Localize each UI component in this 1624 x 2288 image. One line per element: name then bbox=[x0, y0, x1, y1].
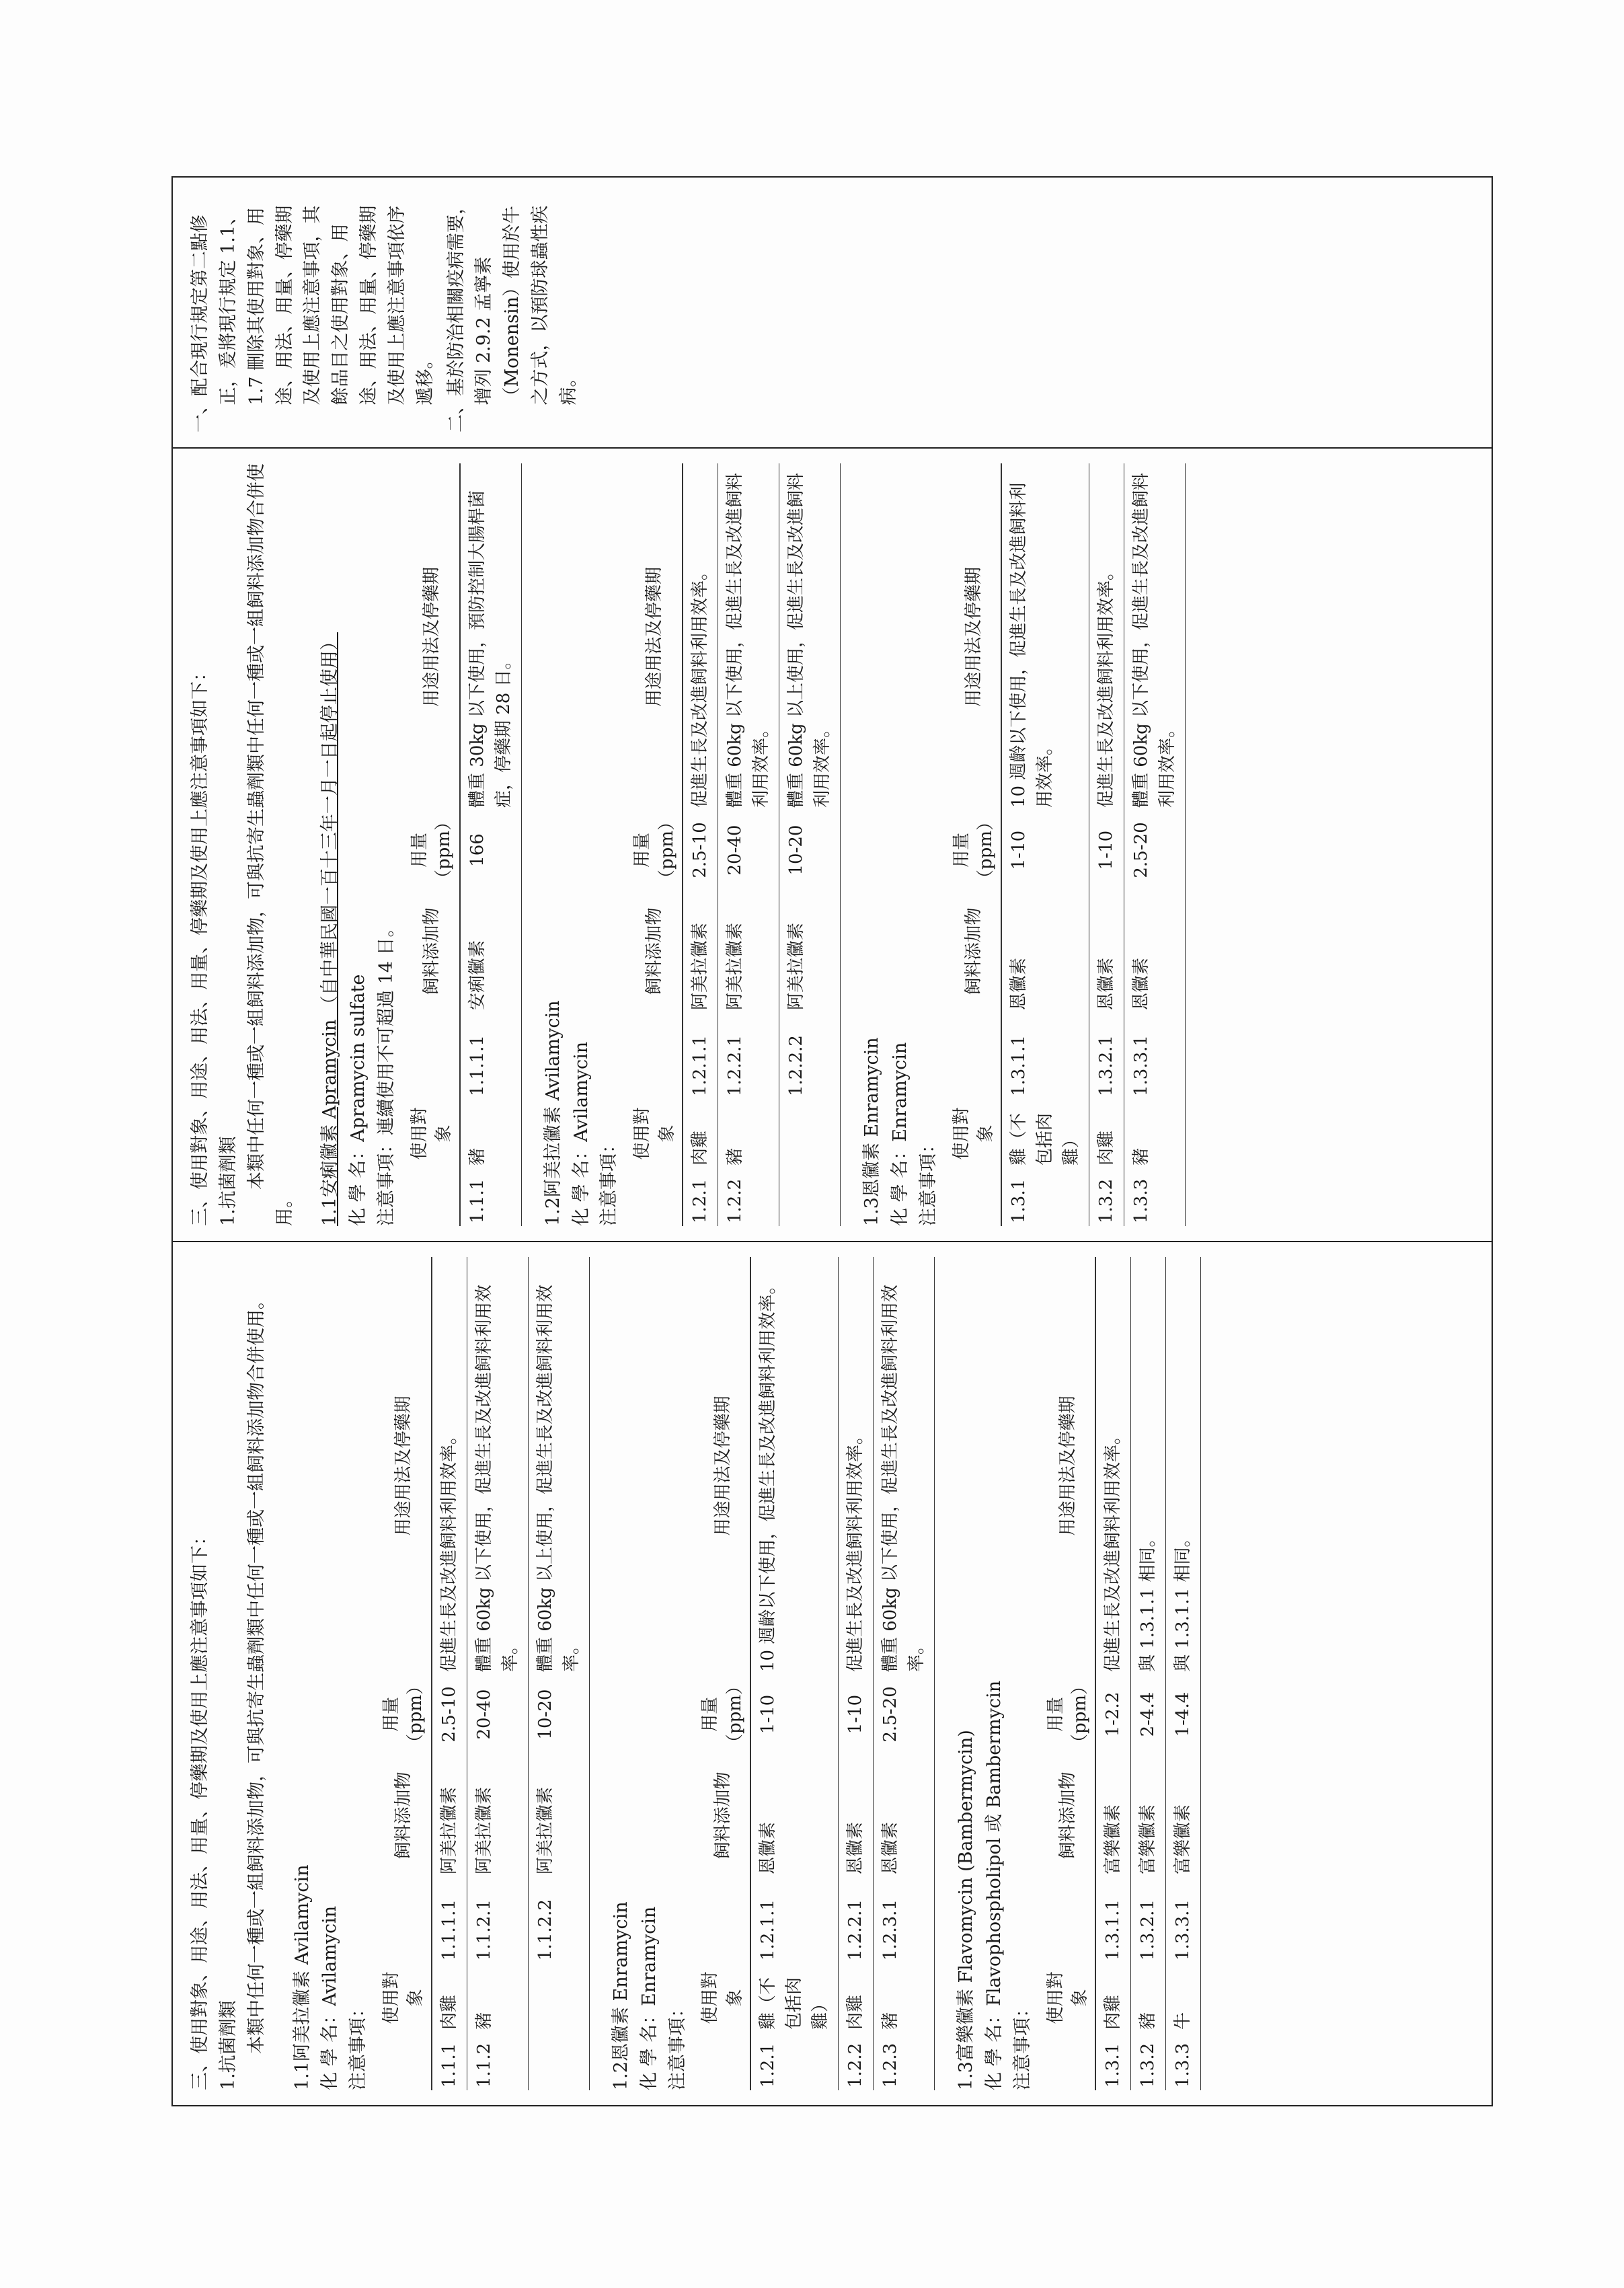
chemical-name: 化 學 名：Flavophospholipol 或 Bambermycin bbox=[984, 1680, 1005, 2090]
row-number: 1.3.2 bbox=[1131, 2032, 1166, 2090]
row-sub-number: 1.3.3.1 bbox=[1166, 1877, 1201, 1963]
row-dose: 10-20 bbox=[528, 1675, 589, 1754]
row-usage: 促進生長及改進飼料利用效率。 bbox=[1095, 1257, 1131, 1675]
row-target: 豬 bbox=[467, 1963, 528, 2032]
category-intro: 本類中任何一種或一組飼料添加物，可與抗寄生蟲劑類中任何一種或一組飼料添加物合併使用。 bbox=[245, 1291, 267, 2054]
section-title: 1.3恩黴素 Enramycin bbox=[861, 1037, 882, 1226]
additive-section bbox=[288, 1257, 590, 2090]
row-drug: 富樂黴素 bbox=[1131, 1754, 1166, 1877]
row-number: 1.2.3 bbox=[874, 2032, 935, 2090]
table-row bbox=[1166, 1257, 1201, 2090]
section-title: 1.1阿美拉黴素 Avilamycin bbox=[291, 1864, 313, 2090]
row-number bbox=[528, 2032, 589, 2090]
row-number: 1.3.3 bbox=[1166, 2032, 1201, 2090]
table-header-row bbox=[627, 463, 683, 1226]
header-usage: 用途用法及停藥期 bbox=[947, 463, 1002, 810]
comparison-table-frame bbox=[171, 176, 1493, 2106]
header-target: 使用對象 bbox=[695, 1963, 750, 2032]
row-number bbox=[779, 1168, 841, 1226]
row-dose: 1-10 bbox=[1001, 810, 1089, 890]
row-dose: 1-4.4 bbox=[1166, 1675, 1201, 1754]
row-dose: 1-10 bbox=[1089, 810, 1124, 890]
table-row bbox=[1124, 463, 1186, 1226]
row-drug: 恩黴素 bbox=[839, 1754, 874, 1877]
row-drug: 安痢黴素 bbox=[460, 890, 522, 1013]
row-sub-number: 1.2.1.1 bbox=[683, 1013, 718, 1099]
sections-container bbox=[288, 1257, 1202, 2090]
notes-label: 注意事項： bbox=[348, 1999, 369, 2090]
header-usage: 用途用法及停藥期 bbox=[695, 1257, 750, 1675]
header-usage: 用途用法及停藥期 bbox=[1041, 1257, 1096, 1675]
header-dose: 用量（ppm） bbox=[947, 810, 1002, 890]
revised-provisions-column bbox=[173, 1241, 1492, 2105]
row-target: 雞（不包括肉雞） bbox=[750, 1963, 839, 2032]
row-number: 1.2.2 bbox=[839, 2032, 874, 2090]
table-row bbox=[467, 1257, 528, 2090]
row-drug: 阿美拉黴素 bbox=[432, 1754, 467, 1877]
header-drug: 飼料添加物 bbox=[695, 1754, 750, 1877]
row-target: 豬 bbox=[460, 1099, 522, 1168]
row-drug: 恩黴素 bbox=[1089, 890, 1124, 1013]
table-row bbox=[683, 463, 718, 1226]
chemical-name: 化 學 名：Enramycin bbox=[638, 1906, 660, 2090]
table-header-row bbox=[1041, 1257, 1096, 2090]
header-blank bbox=[947, 1168, 1002, 1226]
header-drug: 飼料添加物 bbox=[377, 1754, 432, 1877]
header-blank bbox=[377, 1877, 432, 1963]
notes-label: 注意事項： bbox=[917, 1135, 939, 1226]
notes-label: 注意事項： bbox=[1011, 1999, 1033, 2090]
row-sub-number: 1.2.2.1 bbox=[839, 1877, 874, 1963]
row-number: 1.3.2 bbox=[1089, 1168, 1124, 1226]
row-target: 豬 bbox=[874, 1963, 935, 2032]
table-header-row bbox=[695, 1257, 750, 2090]
row-target: 豬 bbox=[718, 1099, 779, 1168]
row-number: 1.1.2 bbox=[467, 2032, 528, 2090]
table-row bbox=[750, 1257, 839, 2090]
table-row bbox=[839, 1257, 874, 2090]
section-title: 1.3富樂黴素 Flavomycin (Bambermycin) bbox=[956, 1730, 977, 2090]
header-blank bbox=[405, 1013, 460, 1099]
row-drug: 阿美拉黴素 bbox=[467, 1754, 528, 1877]
header-target: 使用對象 bbox=[405, 1099, 460, 1168]
row-number: 1.2.2 bbox=[718, 1168, 779, 1226]
header-blank bbox=[695, 1877, 750, 1963]
row-drug: 恩黴素 bbox=[1001, 890, 1089, 1013]
notes-label: 注意事項： bbox=[666, 1999, 688, 2090]
row-target bbox=[528, 1963, 589, 2032]
row-target: 肉雞 bbox=[1095, 1963, 1131, 2032]
row-usage: 與 1.3.1.1 相同。 bbox=[1166, 1257, 1201, 1675]
row-dose: 2-4.4 bbox=[1131, 1675, 1166, 1754]
row-dose: 2.5-20 bbox=[1124, 810, 1186, 890]
explanation-column bbox=[173, 178, 1492, 447]
row-number: 1.3.1 bbox=[1001, 1168, 1089, 1226]
header-target: 使用對象 bbox=[627, 1099, 683, 1168]
row-dose: 2.5-10 bbox=[683, 810, 718, 890]
explanation-note-2: 二、基於防治相關疫病需要，增列 2.9.2 孟寧素（Monensin）使用於牛之方式，以預防球蟲性疾病。 bbox=[445, 196, 579, 432]
table-row bbox=[874, 1257, 935, 2090]
row-drug: 阿美拉黴素 bbox=[683, 890, 718, 1013]
row-usage: 促進生長及改進飼料利用效率。 bbox=[432, 1257, 467, 1675]
table-row bbox=[432, 1257, 467, 2090]
row-target: 肉雞 bbox=[683, 1099, 718, 1168]
category-intro: 本類中任何一種或一組飼料添加物，可與抗寄生蟲劑類中任何一種或一組飼料添加物合併使用。 bbox=[245, 463, 295, 1226]
header-usage: 用途用法及停藥期 bbox=[627, 463, 683, 810]
chemical-name: 化 學 名：Apramycin sulfate bbox=[348, 974, 369, 1226]
table-row bbox=[1001, 463, 1089, 1226]
chemical-name: 化 學 名：Enramycin bbox=[889, 1042, 911, 1226]
header-usage: 用途用法及停藥期 bbox=[377, 1257, 432, 1675]
category-title: 1.抗菌劑類 bbox=[217, 2000, 239, 2090]
header-blank bbox=[405, 1168, 460, 1226]
row-usage: 體重 60kg 以下使用，促進生長及改進飼料利用效率。 bbox=[467, 1257, 528, 1675]
additive-section bbox=[607, 1257, 935, 2090]
header-blank bbox=[627, 1013, 683, 1099]
header-target: 使用對象 bbox=[1041, 1963, 1096, 2032]
row-sub-number: 1.3.2.1 bbox=[1089, 1013, 1124, 1099]
header-drug: 飼料添加物 bbox=[627, 890, 683, 1013]
row-usage: 與 1.3.1.1 相同。 bbox=[1131, 1257, 1166, 1675]
row-usage: 體重 30kg 以下使用，預防控制大腸桿菌症，停藥期 28 日。 bbox=[460, 463, 522, 810]
row-usage: 促進生長及改進飼料利用效率。 bbox=[1089, 463, 1124, 810]
header-blank bbox=[1041, 1877, 1096, 1963]
row-target bbox=[779, 1099, 841, 1168]
header-drug: 飼料添加物 bbox=[1041, 1754, 1096, 1877]
header-target: 使用對象 bbox=[377, 1963, 432, 2032]
row-sub-number: 1.1.2.1 bbox=[467, 1877, 528, 1963]
row-dose: 166 bbox=[460, 810, 522, 890]
header-dose: 用量（ppm） bbox=[1041, 1675, 1096, 1754]
row-usage: 促進生長及改進飼料利用效率。 bbox=[683, 463, 718, 810]
table-row bbox=[1131, 1257, 1166, 2090]
sections-container bbox=[316, 463, 1186, 1226]
row-sub-number: 1.3.1.1 bbox=[1095, 1877, 1131, 1963]
header-dose: 用量（ppm） bbox=[627, 810, 683, 890]
row-sub-number: 1.2.1.1 bbox=[750, 1877, 839, 1963]
explanation-note-1: 一、配合現行規定第二點修正，爰將現行規定 1.1、1.7 刪除其使用對象、用途、用法、用量、停藥期及使用上應注意事項，其餘品目之使用對象、用途、用法、用量、停藥期及使用上應注意事項依序遞移。 bbox=[190, 205, 436, 432]
row-dose: 10-20 bbox=[779, 810, 841, 890]
row-number: 1.3.3 bbox=[1124, 1168, 1186, 1226]
usage-table bbox=[947, 463, 1186, 1226]
header-blank bbox=[1041, 2032, 1096, 2090]
row-drug: 恩黴素 bbox=[874, 1754, 935, 1877]
row-target: 肉雞 bbox=[432, 1963, 467, 2032]
row-sub-number: 1.1.2.2 bbox=[528, 1877, 589, 1963]
header-drug: 飼料添加物 bbox=[405, 890, 460, 1013]
row-target: 牛 bbox=[1166, 1963, 1201, 2032]
row-sub-number: 1.3.2.1 bbox=[1131, 1877, 1166, 1963]
usage-table bbox=[695, 1257, 935, 2090]
row-drug: 阿美拉黴素 bbox=[528, 1754, 589, 1877]
row-drug: 富樂黴素 bbox=[1166, 1754, 1201, 1877]
row-number: 1.1.1 bbox=[460, 1168, 522, 1226]
usage-table bbox=[1041, 1257, 1202, 2090]
row-usage: 10 週齡以下使用，促進生長及改進飼料利用效率。 bbox=[1001, 463, 1089, 810]
section-title: 1.1安痢黴素 Apramycin （自中華民國一百十三年一月一日起停止使用） bbox=[319, 632, 341, 1226]
header-blank bbox=[947, 1013, 1002, 1099]
row-usage: 體重 60kg 以上使用，促進生長及改進飼料利用效率。 bbox=[779, 463, 841, 810]
row-dose: 1-2.2 bbox=[1095, 1675, 1131, 1754]
additive-section bbox=[952, 1257, 1201, 2090]
additive-section bbox=[539, 463, 841, 1226]
row-sub-number: 1.3.1.1 bbox=[1001, 1013, 1089, 1099]
row-usage: 10 週齡以下使用，促進生長及改進飼料利用效率。 bbox=[750, 1257, 839, 1675]
table-header-row bbox=[377, 1257, 432, 2090]
current-provisions-column bbox=[173, 447, 1492, 1241]
row-drug: 富樂黴素 bbox=[1095, 1754, 1131, 1877]
header-blank bbox=[377, 2032, 432, 2090]
additive-section bbox=[858, 463, 1186, 1226]
row-dose: 20-40 bbox=[467, 1675, 528, 1754]
row-target: 雞（不包括肉雞） bbox=[1001, 1099, 1089, 1168]
header-dose: 用量（ppm） bbox=[695, 1675, 750, 1754]
row-sub-number: 1.1.1.1 bbox=[432, 1877, 467, 1963]
section-heading: 三、使用對象、用途、用法、用量、停藥期及使用上應注意事項如下： bbox=[190, 663, 210, 1226]
additive-section bbox=[316, 463, 521, 1226]
row-drug: 恩黴素 bbox=[1124, 890, 1186, 1013]
header-drug: 飼料添加物 bbox=[947, 890, 1002, 1013]
table-row bbox=[1089, 463, 1124, 1226]
row-number: 1.2.1 bbox=[683, 1168, 718, 1226]
chemical-name: 化 學 名：Avilamycin bbox=[570, 1041, 592, 1226]
category-title: 1.抗菌劑類 bbox=[217, 1136, 239, 1226]
row-usage: 體重 60kg 以下使用，促進生長及改進飼料利用效率。 bbox=[874, 1257, 935, 1675]
row-drug: 阿美拉黴素 bbox=[718, 890, 779, 1013]
row-target: 肉雞 bbox=[1089, 1099, 1124, 1168]
row-sub-number: 1.2.2.1 bbox=[718, 1013, 779, 1099]
row-usage: 體重 60kg 以下使用，促進生長及改進飼料利用效率。 bbox=[718, 463, 779, 810]
table-row bbox=[718, 463, 779, 1226]
row-number: 1.2.1 bbox=[750, 2032, 839, 2090]
notes-label: 注意事項：連續使用不可超過 14 日。 bbox=[376, 919, 397, 1226]
header-usage: 用途用法及停藥期 bbox=[405, 463, 460, 810]
usage-table bbox=[377, 1257, 590, 2090]
chemical-name: 化 學 名：Avilamycin bbox=[319, 1905, 341, 2090]
row-number: 1.1.1 bbox=[432, 2032, 467, 2090]
row-dose: 2.5-20 bbox=[874, 1675, 935, 1754]
table-row bbox=[460, 463, 522, 1226]
table-row bbox=[779, 463, 841, 1226]
row-target: 肉雞 bbox=[839, 1963, 874, 2032]
row-usage: 體重 60kg 以上使用，促進生長及改進飼料利用效率。 bbox=[528, 1257, 589, 1675]
section-heading: 三、使用對象、用途、用法、用量、停藥期及使用上應注意事項如下： bbox=[190, 1527, 210, 2090]
header-blank bbox=[627, 1168, 683, 1226]
table-row bbox=[528, 1257, 589, 2090]
header-target: 使用對象 bbox=[947, 1099, 1002, 1168]
row-drug: 恩黴素 bbox=[750, 1754, 839, 1877]
row-sub-number: 1.2.2.2 bbox=[779, 1013, 841, 1099]
table-row bbox=[1095, 1257, 1131, 2090]
usage-table bbox=[627, 463, 841, 1226]
header-dose: 用量（ppm） bbox=[405, 810, 460, 890]
row-dose: 1-10 bbox=[839, 1675, 874, 1754]
row-sub-number: 1.1.1.1 bbox=[460, 1013, 522, 1099]
row-usage: 促進生長及改進飼料利用效率。 bbox=[839, 1257, 874, 1675]
row-dose: 1-10 bbox=[750, 1675, 839, 1754]
row-target: 豬 bbox=[1131, 1963, 1166, 2032]
row-usage: 體重 60kg 以下使用，促進生長及改進飼料利用效率。 bbox=[1124, 463, 1186, 810]
usage-table bbox=[405, 463, 522, 1226]
row-sub-number: 1.3.3.1 bbox=[1124, 1013, 1186, 1099]
section-title: 1.2恩黴素 Enramycin bbox=[610, 1901, 631, 2090]
row-dose: 2.5-10 bbox=[432, 1675, 467, 1754]
row-drug: 阿美拉黴素 bbox=[779, 890, 841, 1013]
table-header-row bbox=[947, 463, 1002, 1226]
row-sub-number: 1.2.3.1 bbox=[874, 1877, 935, 1963]
row-dose: 20-40 bbox=[718, 810, 779, 890]
header-blank bbox=[695, 2032, 750, 2090]
table-header-row bbox=[405, 463, 460, 1226]
notes-label: 注意事項： bbox=[598, 1135, 620, 1226]
row-number: 1.3.1 bbox=[1095, 2032, 1131, 2090]
header-dose: 用量（ppm） bbox=[377, 1675, 432, 1754]
section-title: 1.2阿美拉黴素 Avilamycin bbox=[542, 1000, 564, 1226]
row-target: 豬 bbox=[1124, 1099, 1186, 1168]
